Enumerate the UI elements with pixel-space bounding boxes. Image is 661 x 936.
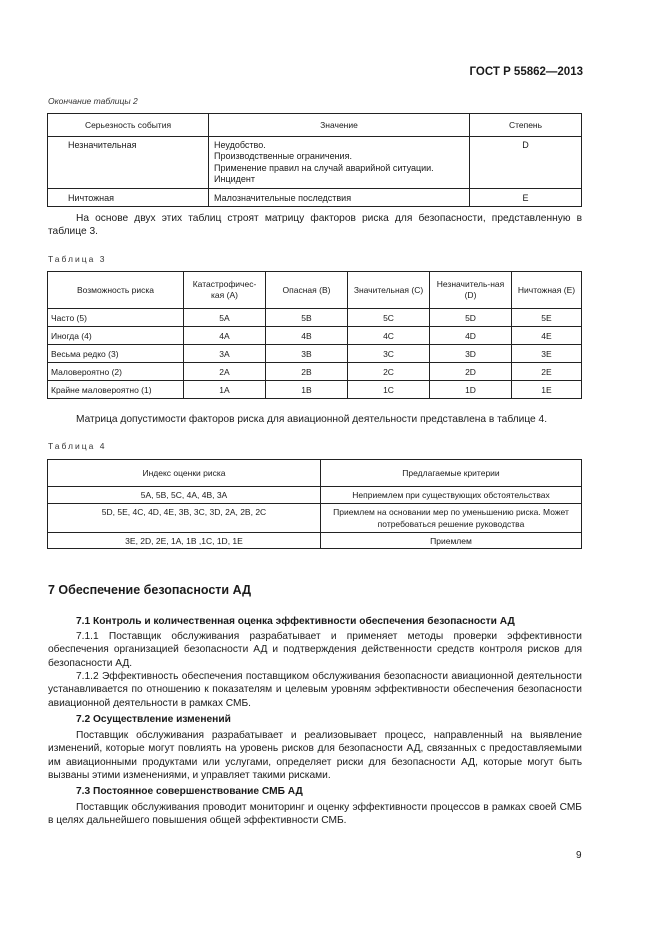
section-7-3-heading: 7.3 Постоянное совершенствование СМБ АД [76,786,303,797]
table4-criteria: Неприемлем при существующих обстоятельствах [321,487,582,504]
table2-header-cell: Степень [470,114,582,137]
table3-cell: 2С [348,363,430,381]
table3-cell: 4А [184,327,266,345]
table3-cell: 2D [430,363,512,381]
table4-intro-paragraph: Матрица допустимости факторов риска для авиационной деятельности представлена в таблице 4. [76,414,548,425]
table3-header-cell: Значительная (С) [348,272,430,309]
table3-caption: Таблица 3 [48,254,107,264]
table-row [48,363,582,381]
table3-cell: 3А [184,345,266,363]
table2-meaning-line: Неудобство. [214,140,266,150]
section-7-1-heading: 7.1 Контроль и количественная оценка эффективности обеспечения безопасности АД [76,616,515,627]
table3-cell: 1А [184,381,266,399]
table3-cell: Часто (5) [48,309,184,327]
table3-cell: 4D [430,327,512,345]
section-7-3-paragraph: Поставщик обслуживания проводит мониторинг и оценку эффективности процессов в рамках своей СМБ в целях дальнейшего повышения общей эффективности СМБ. [48,802,582,827]
table-row [48,533,582,549]
table-row [48,189,582,207]
table2-meaning: Малозначительные последствия [209,189,470,207]
table2-meaning-line: Инцидент [214,173,255,184]
table4-index: 5А, 5В, 5С, 4А, 4В, 3А [48,487,321,504]
table2-severity: Ничтожная [48,189,209,207]
document-code: ГОСТ Р 55862—2013 [469,66,583,78]
table2-grade: E [470,189,582,207]
matrix-intro-paragraph: На основе двух этих таблиц строят матрицу факторов риска для безопасности, представленную в таблице 3. [48,213,582,238]
table3-cell: 4В [266,327,348,345]
section-7-heading: 7 Обеспечение безопасности АД [48,583,251,597]
table-row [48,327,582,345]
table3-header-cell: Ничтожная (Е) [512,272,582,309]
table-row [48,137,582,189]
table3-cell: 3Е [512,345,582,363]
table3-header-row [48,272,582,309]
table3-cell: 2Е [512,363,582,381]
section-7-2-heading: 7.2 Осуществление изменений [76,714,231,725]
table4-index: 5D, 5Е, 4С, 4D, 4Е, 3В, 3С, 3D, 2А, 2В, 2С [48,504,321,533]
table2-header-cell: Серьезность события [48,114,209,137]
table-row [48,487,582,504]
table3-cell: 4С [348,327,430,345]
table3-cell: Крайне маловероятно (1) [48,381,184,399]
table4-index: 3Е, 2D, 2Е, 1А, 1В ,1С, 1D, 1Е [48,533,321,549]
table4-header-cell: Предлагаемые критерии [321,460,582,487]
table3-cell: Весьма редко (3) [48,345,184,363]
table2-meaning-line: Производственные ограничения. [214,151,352,162]
table4-criteria: Приемлем [321,533,582,549]
section-7-1-2-paragraph: 7.1.2 Эффективность обеспечения поставщиком обслуживания безопасности авиационной деятельности устанавливается по отношению к показателям и целевым уровням эффективности обеспечения безопасности авиационной деятельности в рамках СМБ. [48,671,582,709]
table3-cell: 2А [184,363,266,381]
table3-cell: 5С [348,309,430,327]
page-number: 9 [576,850,582,861]
table2-header-row [48,114,582,137]
table3-cell: 3С [348,345,430,363]
table3-header-cell: Возможность риска [48,272,184,309]
table4-header-row [48,460,582,487]
table3-header-cell: Опасная (В) [266,272,348,309]
table3-cell: Маловероятно (2) [48,363,184,381]
table4-criteria: Приемлем на основании мер по уменьшению риска. Может потребоваться решение руководства [321,504,582,533]
table3-cell: 5Е [512,309,582,327]
table3-cell: 1D [430,381,512,399]
table3-cell: 2В [266,363,348,381]
table3-cell: 5В [266,309,348,327]
table2 [47,113,582,207]
table-row [48,504,582,533]
section-7-2-paragraph: Поставщик обслуживания разрабатывает и реализовывает процесс, направленный на выявление изменений, которые могут повлиять на уровень рисков для безопасности АД, связанных с предоставляемыми им авиационными продуктами или услугами, определяет риски для безопасности АД, которые могут быть вызваны этими изменениями, и управляет такими рисками. [48,730,582,781]
table3-cell: 5А [184,309,266,327]
table3-cell: 1Е [512,381,582,399]
section-7-1-1-paragraph: 7.1.1 Поставщик обслуживания разрабатывает и применяет методы проверки эффективности обеспечения организацией безопасности АД и подтверждения действенности средств контроля рисков для безопасности АД. [48,631,582,669]
table-row [48,345,582,363]
table2-meaning-line: Применение правил на случай аварийной ситуации. [214,162,434,173]
table3-header-cell: Катастрофичес-кая (А) [184,272,266,309]
table3-cell: 1В [266,381,348,399]
table3-header-cell: Незначитель-ная (D) [430,272,512,309]
table3-cell: 3В [266,345,348,363]
table2-meaning [209,137,470,189]
table-row [48,381,582,399]
table2-header-cell: Значение [209,114,470,137]
table4-header-cell: Индекс оценки риска [48,460,321,487]
table3-cell: 5D [430,309,512,327]
table3-cell: 4Е [512,327,582,345]
table4-caption: Таблица 4 [48,441,107,451]
table3-cell: 1С [348,381,430,399]
table3-cell: 3D [430,345,512,363]
table2-grade: D [470,137,582,189]
table2-caption: Окончание таблицы 2 [48,96,138,106]
table-row [48,309,582,327]
table3-cell: Иногда (4) [48,327,184,345]
table4 [47,459,582,549]
table2-severity: Незначительная [48,137,209,189]
table3 [47,271,582,399]
